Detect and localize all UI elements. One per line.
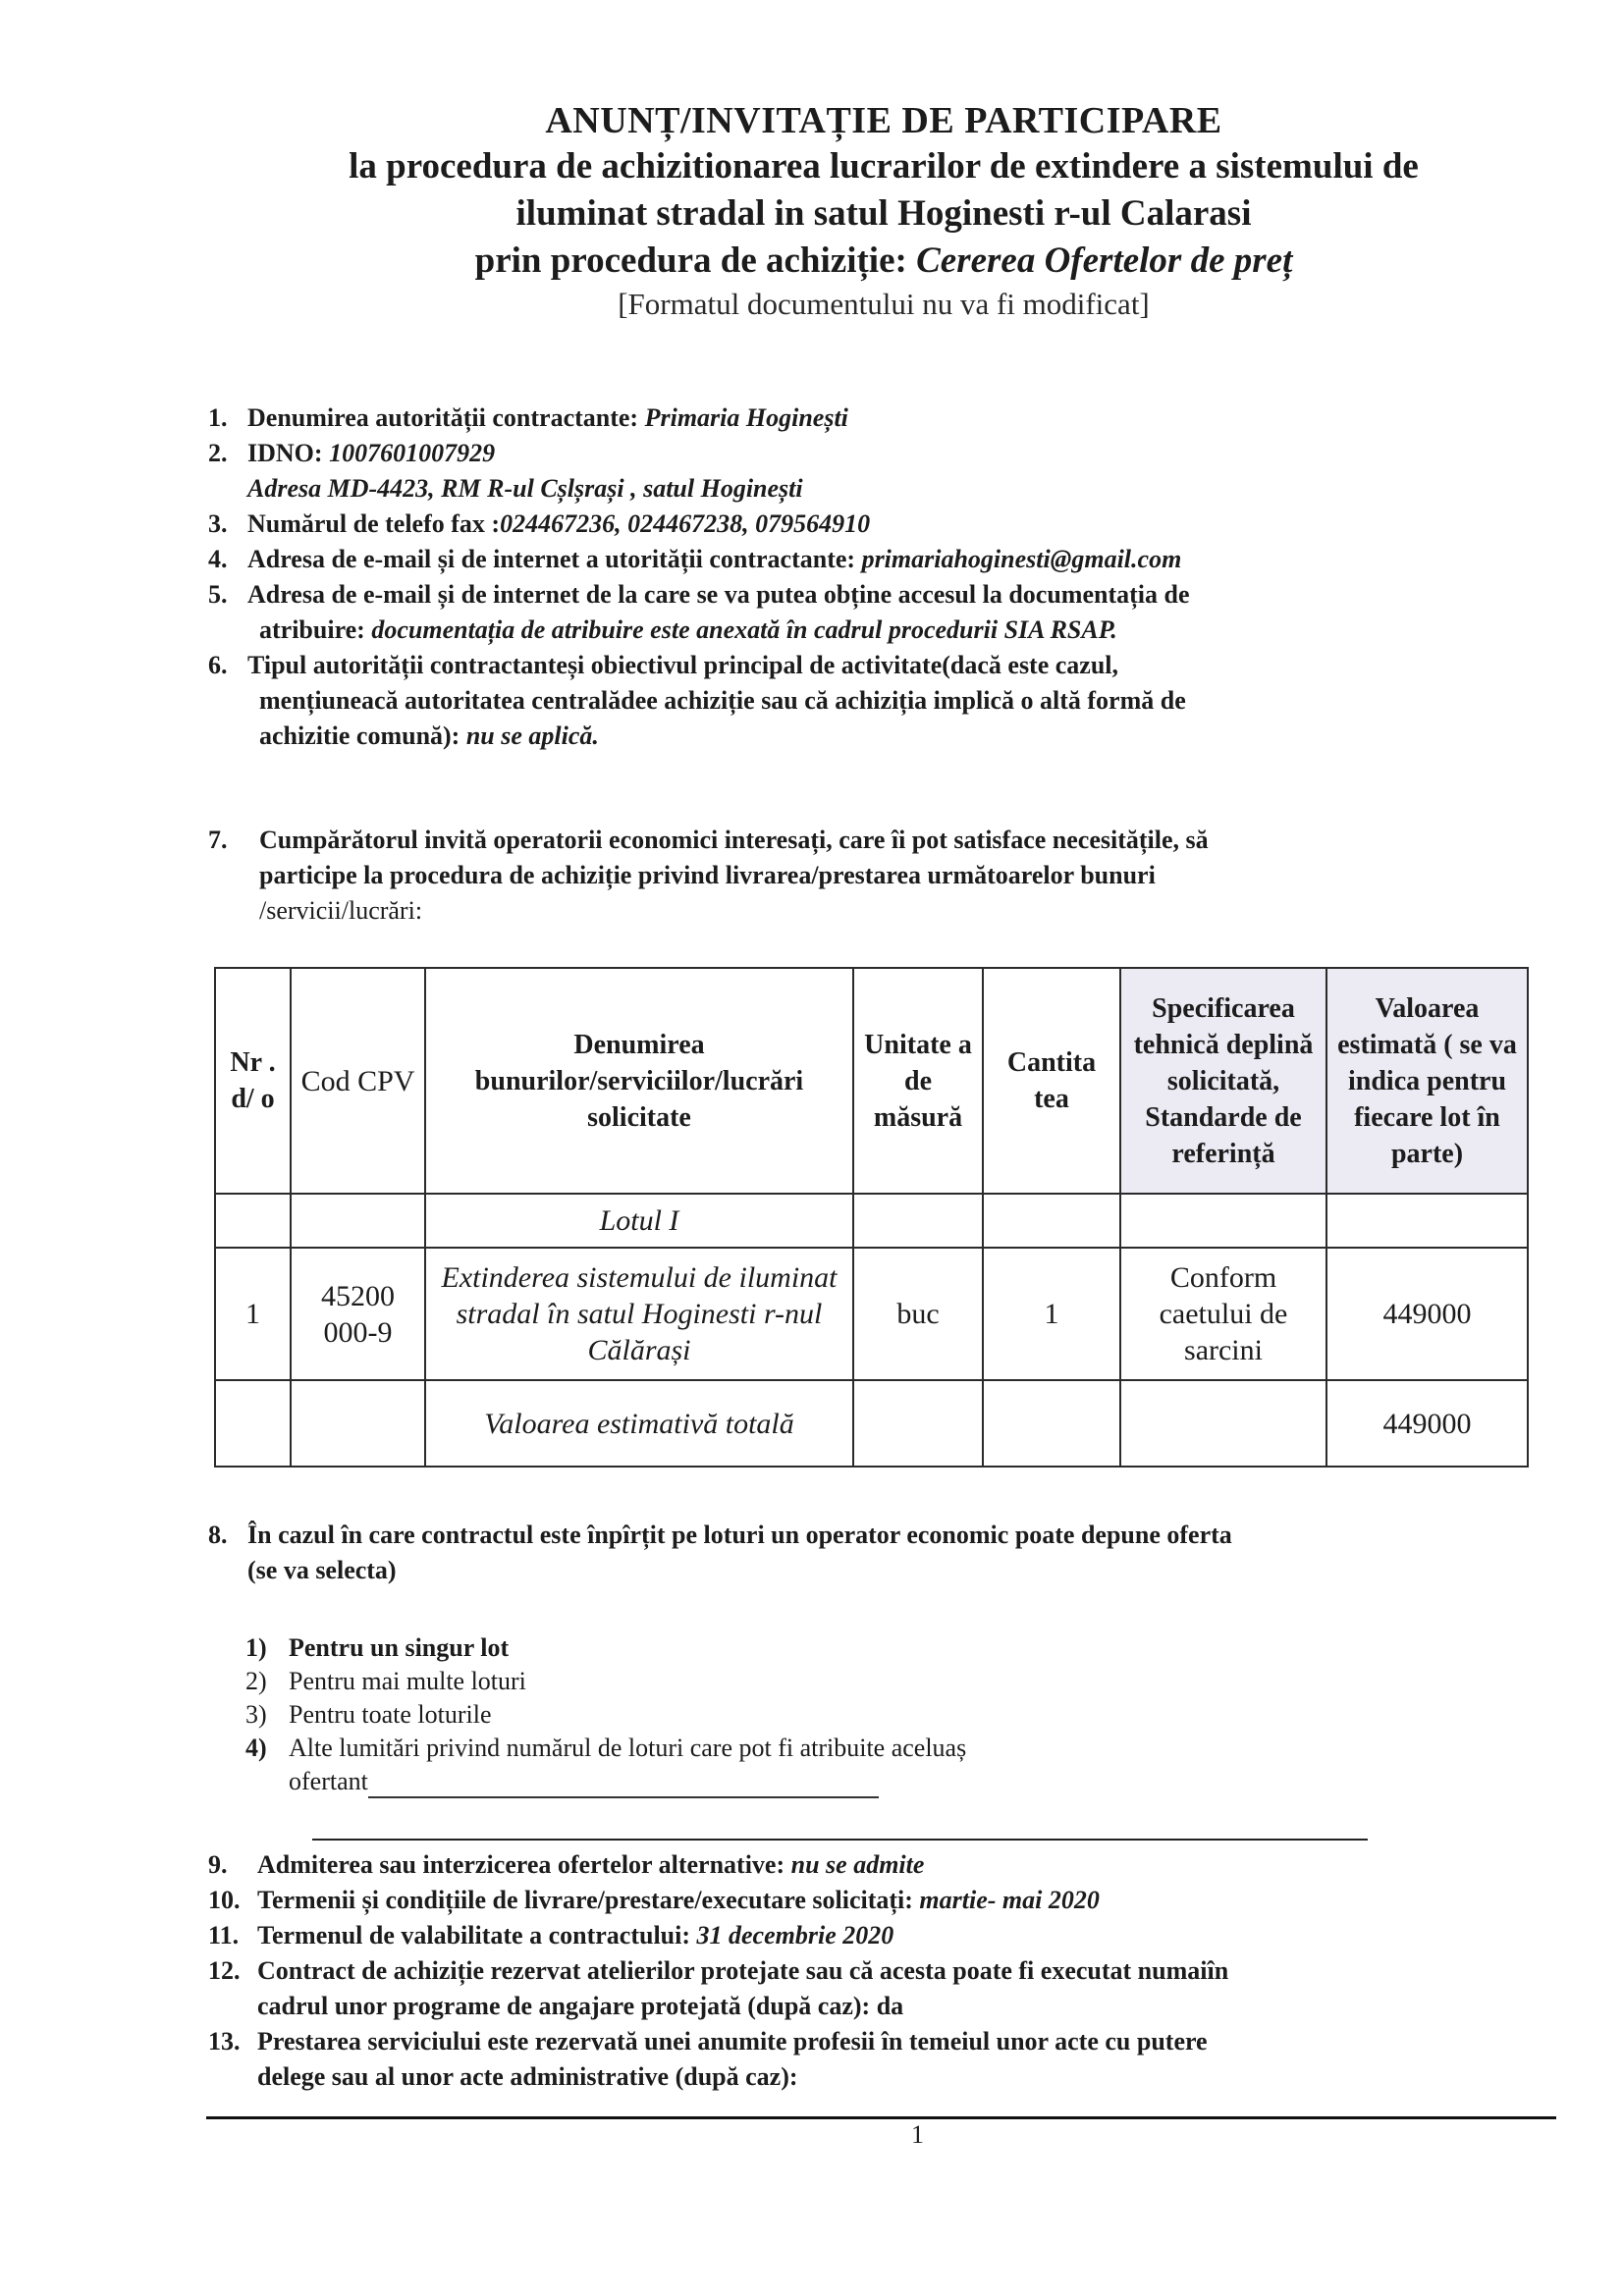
row-spec: Conform caetului de sarcini (1120, 1248, 1326, 1380)
row-qty: 1 (983, 1248, 1120, 1380)
row-nr: 1 (215, 1248, 291, 1380)
total-label: Valoarea estimativă totală (425, 1380, 853, 1467)
subtitle-line-1: la procedura de achizitionarea lucrarilor de extindere a sistemului de (349, 146, 1419, 187)
option-multiple-lots[interactable] (245, 1665, 966, 1698)
contract-validity-value: 31 decembrie 2020 (696, 1921, 894, 1949)
item-number: 12. (208, 1956, 241, 1985)
subtitle-line-3 (196, 238, 1571, 285)
item-text: În cazul în care contractul este înpîrțit pe loturi un operator economic poate depune oferta (247, 1521, 1232, 1549)
subtitle-line-2: iluminat stradal in satul Hoginesti r-ul Calarasi (515, 193, 1252, 234)
item-text: Cumpărătorul invită operatorii economici interesați, care îi pot satisface necesitățile, să (259, 826, 1209, 854)
item-label: Termenul de valabilitate a contractului: (257, 1921, 697, 1949)
item-number: 3. (208, 509, 228, 538)
item-label: Denumirea autorității contractante: (247, 403, 645, 432)
item-3 (208, 507, 1573, 542)
item-text: /servicii/lucrări: (259, 896, 423, 925)
item-12 (208, 1953, 1573, 1989)
alternative-offers-value: nu se admite (790, 1850, 925, 1879)
item-label: atribuire: (259, 615, 372, 644)
header-value: Valoarea estimată ( se va indica pentru fiecare lot în parte) (1326, 968, 1528, 1194)
document-title: ANUNȚ/INVITAȚIE DE PARTICIPARE (545, 100, 1222, 141)
item-13-cont (208, 2059, 1573, 2095)
item-6-cont (208, 683, 1573, 719)
item-number: 1. (208, 403, 228, 432)
item-label: Adresa de e-mail și de internet a utorității contractante: (247, 545, 862, 573)
idno-value: 1007601007929 (329, 439, 496, 467)
item-number: 13. (208, 2027, 241, 2056)
item-10 (208, 1883, 1573, 1918)
item-label: Termenii și condițiile de livrare/prestare/executare solicitați: (257, 1886, 920, 1914)
option-number: 1) (245, 1633, 267, 1662)
section-items-1-6 (208, 400, 1573, 754)
item-number: 11. (208, 1921, 240, 1949)
item-label: IDNO: (247, 439, 330, 467)
page-number: 1 (911, 2120, 924, 2149)
authority-name: Primaria Hoginești (644, 403, 848, 432)
item-9 (208, 1847, 1573, 1883)
option-label: Alte lumitări privind numărul de loturi care pot fi atribuite aceluaș (289, 1734, 967, 1762)
item-4 (208, 542, 1573, 577)
table-header-row (215, 968, 1528, 1194)
table-row-total (215, 1380, 1528, 1467)
option-label: Pentru mai multe loturi (289, 1667, 526, 1695)
header-nr: Nr . d/ o (215, 968, 291, 1194)
row-value: 449000 (1326, 1248, 1528, 1380)
option-single-lot[interactable] (245, 1631, 966, 1665)
item-number: 6. (208, 651, 228, 679)
row-unit: buc (853, 1248, 983, 1380)
item-1 (208, 400, 1573, 436)
item-6 (208, 648, 1573, 683)
option-all-lots[interactable] (245, 1698, 966, 1732)
item-number: 4. (208, 545, 228, 573)
item-5-cont (208, 613, 1573, 648)
item-number: 5. (208, 580, 228, 609)
footer-divider (206, 2116, 1556, 2119)
procurement-table (214, 967, 1529, 1468)
header-unit: Unitate a de măsură (853, 968, 983, 1194)
delivery-terms-value: martie- mai 2020 (919, 1886, 1100, 1914)
email-link[interactable]: primariahoginesti@gmail.com (861, 545, 1182, 573)
item-text: (se va selecta) (247, 1556, 397, 1584)
item-text: Contract de achiziție rezervat atelierilor protejate sau că acesta poate fi executat numaiîn (257, 1956, 1229, 1985)
item-number: 2. (208, 439, 228, 467)
lot-label: Lotul I (425, 1194, 853, 1248)
item-text: mențiuneacă autoritatea centralădee achiziție sau că achiziția implică o altă formă de (259, 686, 1186, 715)
format-note: [Formatul documentului nu va fi modificat] (618, 287, 1150, 321)
item-text: participe la procedura de achiziție privind livrarea/prestarea următoarelor bunuri (259, 861, 1156, 889)
item-label: Admiterea sau interzicerea ofertelor alternative: (257, 1850, 791, 1879)
option-other-limits-cont (245, 1765, 966, 1798)
address-value: Adresa MD-4423, RM R-ul Cșlșrași , satul Hoginești (247, 474, 803, 503)
item-number: 9. (208, 1850, 228, 1879)
header-qty: Cantita tea (983, 968, 1120, 1194)
item-12-cont (208, 1989, 1573, 2024)
section-items-9-13 (208, 1847, 1573, 2095)
header-cpv: Cod CPV (291, 968, 425, 1194)
row-cpv: 45200 000-9 (291, 1248, 425, 1380)
item-8 (208, 1518, 1573, 1588)
item-7 (208, 823, 1573, 929)
lot-options-list (245, 1631, 966, 1798)
option-number: 3) (245, 1700, 267, 1729)
item-number: 7. (208, 826, 228, 854)
procedure-prefix: prin procedura de achiziție: (474, 240, 917, 281)
fill-in-line[interactable] (368, 1771, 879, 1798)
item-11 (208, 1918, 1573, 1953)
option-number: 2) (245, 1667, 267, 1695)
option-label: ofertant (289, 1767, 368, 1795)
total-value: 449000 (1326, 1380, 1528, 1467)
item-label: Numărul de telefo fax : (247, 509, 501, 538)
item-6-cont-2 (208, 719, 1573, 754)
item-label: Adresa de e-mail și de internet de la care se va putea obține accesul la documentația de (247, 580, 1190, 609)
item-number: 10. (208, 1886, 241, 1914)
phone-fax-value: 024467236, 024467238, 079564910 (500, 509, 871, 538)
header-name: Denumirea bunurilor/serviciilor/lucrări solicitate (425, 968, 853, 1194)
item-2-address (208, 471, 1573, 507)
document-header (196, 98, 1571, 324)
item-text: cadrul unor programe de angajare protejată (după caz): da (257, 1992, 904, 2020)
row-name: Extinderea sistemului de iluminat stradal în satul Hoginesti r-nul Călărași (425, 1248, 853, 1380)
option-other-limits[interactable] (245, 1732, 966, 1765)
option-number: 4) (245, 1734, 267, 1762)
table-row (215, 1248, 1528, 1380)
item-text: delege sau al unor acte administrative (după caz): (257, 2062, 798, 2091)
authority-type-value: nu se aplică. (465, 721, 599, 750)
divider-line (312, 1839, 1368, 1841)
item-text: Prestarea serviciului este rezervată unei anumite profesii în temeiul unor acte cu putere (257, 2027, 1208, 2056)
item-text: Tipul autorității contractanteși obiectivul principal de activitate(dacă este cazul, (247, 651, 1119, 679)
table-row-lot (215, 1194, 1528, 1248)
item-2 (208, 436, 1573, 471)
option-label: Pentru un singur lot (289, 1633, 510, 1662)
item-text: achizitie comună): (259, 721, 466, 750)
item-13 (208, 2024, 1573, 2059)
procedure-type: Cererea Ofertelor de preț (916, 240, 1293, 281)
option-label: Pentru toate loturile (289, 1700, 492, 1729)
item-number: 8. (208, 1521, 228, 1549)
documentation-value: documentația de atribuire este anexată în cadrul procedurii SIA RSAP. (371, 615, 1117, 644)
header-spec: Specificarea tehnică deplină solicitată, Standarde de referință (1120, 968, 1326, 1194)
item-5 (208, 577, 1573, 613)
